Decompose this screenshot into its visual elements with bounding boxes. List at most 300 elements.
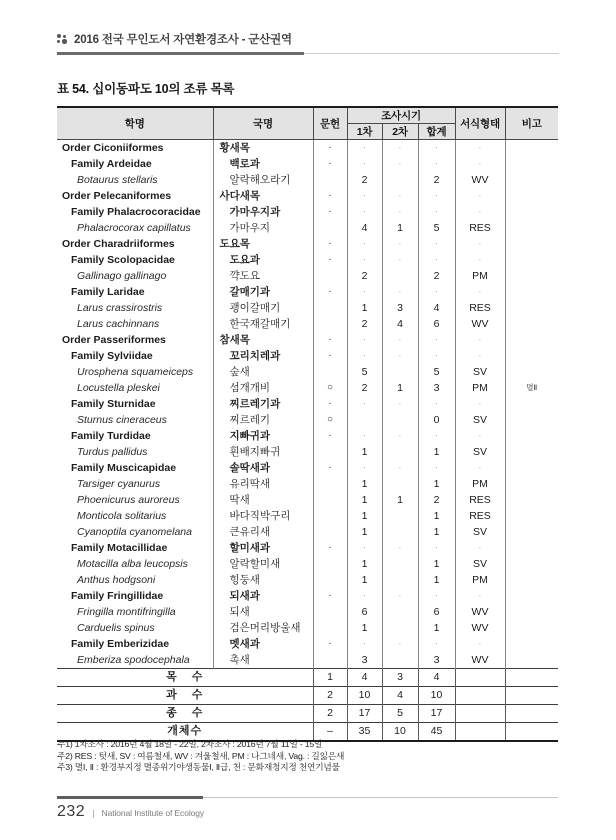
literature-cell — [313, 268, 347, 284]
remarks-cell — [505, 444, 558, 460]
family-row — [57, 156, 558, 172]
korean-name-cell: 알락해오라기 — [213, 172, 313, 188]
scientific-name-cell: Order Ciconiiformes — [57, 140, 213, 157]
remarks-cell — [505, 172, 558, 188]
species-row — [57, 604, 558, 620]
remarks-cell — [505, 460, 558, 476]
col-header-remarks: 비고 — [505, 107, 558, 140]
scientific-name-cell: Order Passeriformes — [57, 332, 213, 348]
summary-survey1-cell: 10 — [347, 687, 382, 705]
survey2-cell: · — [382, 348, 418, 364]
summary-total-cell: 4 — [418, 669, 455, 687]
summary-habitat-cell — [455, 669, 505, 687]
summary-total-cell: 45 — [418, 723, 455, 742]
remarks-cell — [505, 268, 558, 284]
total-cell: · — [418, 332, 455, 348]
survey1-cell: 2 — [347, 268, 382, 284]
survey1-cell: · — [347, 348, 382, 364]
korean-name-cell: 멧새과 — [213, 636, 313, 652]
survey2-cell: · — [382, 156, 418, 172]
survey2-cell: · — [382, 396, 418, 412]
survey2-cell — [382, 364, 418, 380]
total-cell: 2 — [418, 172, 455, 188]
habitat-cell: · — [455, 428, 505, 444]
total-cell: 1 — [418, 524, 455, 540]
korean-name-cell: 가마우지 — [213, 220, 313, 236]
survey2-cell: 1 — [382, 492, 418, 508]
scientific-name-cell: Larus crassirostris — [57, 300, 213, 316]
survey1-cell: · — [347, 428, 382, 444]
species-row — [57, 492, 558, 508]
total-cell: 1 — [418, 620, 455, 636]
survey2-cell — [382, 172, 418, 188]
scientific-name-cell: Family Ardeidae — [57, 156, 213, 172]
survey1-cell: 2 — [347, 172, 382, 188]
survey1-cell: 1 — [347, 476, 382, 492]
survey2-cell — [382, 476, 418, 492]
remarks-cell — [505, 540, 558, 556]
scientific-name-cell: Family Phalacrocoracidae — [57, 204, 213, 220]
habitat-cell: · — [455, 188, 505, 204]
korean-name-cell: 알락할미새 — [213, 556, 313, 572]
family-row — [57, 396, 558, 412]
survey2-cell — [382, 508, 418, 524]
literature-cell — [313, 524, 347, 540]
survey1-cell: · — [347, 540, 382, 556]
survey1-cell: · — [347, 460, 382, 476]
remarks-cell — [505, 508, 558, 524]
korean-name-cell: 도요과 — [213, 252, 313, 268]
survey2-cell: · — [382, 636, 418, 652]
remarks-cell — [505, 396, 558, 412]
scientific-name-cell: Anthus hodgsoni — [57, 572, 213, 588]
literature-cell: · — [313, 348, 347, 364]
scientific-name-cell: Cyanoptila cyanomelana — [57, 524, 213, 540]
remarks-cell — [505, 572, 558, 588]
remarks-cell — [505, 284, 558, 300]
survey2-cell — [382, 652, 418, 669]
scientific-name-cell: Locustella pleskei — [57, 380, 213, 396]
remarks-cell — [505, 252, 558, 268]
scientific-name-cell: Family Scolopacidae — [57, 252, 213, 268]
habitat-cell: SV — [455, 524, 505, 540]
remarks-cell — [505, 428, 558, 444]
survey1-cell: · — [347, 396, 382, 412]
total-cell: · — [418, 156, 455, 172]
summary-literature-cell: 2 — [313, 705, 347, 723]
total-cell: · — [418, 284, 455, 300]
literature-cell: · — [313, 540, 347, 556]
literature-cell: ○ — [313, 412, 347, 428]
summary-label: 개체수 — [57, 723, 313, 742]
total-cell: 1 — [418, 556, 455, 572]
scientific-name-cell: Phoenicurus auroreus — [57, 492, 213, 508]
remarks-cell — [505, 588, 558, 604]
page-footer — [57, 803, 204, 821]
survey2-cell: · — [382, 140, 418, 157]
literature-cell: · — [313, 588, 347, 604]
family-row — [57, 204, 558, 220]
survey1-cell: 1 — [347, 508, 382, 524]
total-cell: 3 — [418, 380, 455, 396]
literature-cell: · — [313, 140, 347, 157]
survey1-cell: · — [347, 284, 382, 300]
habitat-cell: WV — [455, 652, 505, 669]
survey1-cell: · — [347, 588, 382, 604]
species-row — [57, 508, 558, 524]
scientific-name-cell: Family Muscicapidae — [57, 460, 213, 476]
order-row — [57, 140, 558, 157]
family-row — [57, 588, 558, 604]
remarks-cell — [505, 140, 558, 157]
scientific-name-cell: Fringilla montifringilla — [57, 604, 213, 620]
survey1-cell: 1 — [347, 444, 382, 460]
korean-name-cell: 황새목 — [213, 140, 313, 157]
survey2-cell: 1 — [382, 380, 418, 396]
survey1-cell: · — [347, 140, 382, 157]
habitat-cell: WV — [455, 172, 505, 188]
survey1-cell: 3 — [347, 652, 382, 669]
literature-cell: · — [313, 188, 347, 204]
literature-cell — [313, 652, 347, 669]
literature-cell — [313, 604, 347, 620]
scientific-name-cell: Family Sturnidae — [57, 396, 213, 412]
survey2-cell: · — [382, 460, 418, 476]
survey1-cell: · — [347, 636, 382, 652]
summary-survey1-cell: 4 — [347, 669, 382, 687]
scientific-name-cell: Family Emberizidae — [57, 636, 213, 652]
page-number: 232 — [57, 803, 86, 820]
literature-cell: · — [313, 236, 347, 252]
survey1-cell: 1 — [347, 556, 382, 572]
remarks-cell — [505, 412, 558, 428]
summary-habitat-cell — [455, 705, 505, 723]
survey1-cell: 6 — [347, 604, 382, 620]
survey1-cell: 1 — [347, 492, 382, 508]
table-header — [57, 107, 558, 140]
species-row — [57, 524, 558, 540]
scientific-name-cell: Carduelis spinus — [57, 620, 213, 636]
literature-cell — [313, 620, 347, 636]
korean-name-cell: 도요목 — [213, 236, 313, 252]
remarks-cell — [505, 364, 558, 380]
scientific-name-cell: Tarsiger cyanurus — [57, 476, 213, 492]
scientific-name-cell: Family Turdidae — [57, 428, 213, 444]
summary-survey2-cell: 3 — [382, 669, 418, 687]
dots-logo-icon — [57, 34, 67, 44]
species-row — [57, 364, 558, 380]
total-cell: 2 — [418, 268, 455, 284]
summary-row — [57, 705, 558, 723]
korean-name-cell: 꼬리치레과 — [213, 348, 313, 364]
footnote-1: 주1) 1차조사 : 2016년 4월 18일 - 22일, 2차조사 : 2016년 7월 11일 - 15일 — [57, 739, 323, 749]
total-cell: · — [418, 252, 455, 268]
survey1-cell: · — [347, 188, 382, 204]
summary-remarks-cell — [505, 705, 558, 723]
col-header-literature: 문헌 — [313, 107, 347, 140]
literature-cell — [313, 220, 347, 236]
total-cell: 1 — [418, 572, 455, 588]
header-rule — [57, 52, 559, 55]
total-cell: 3 — [418, 652, 455, 669]
korean-name-cell: 백로과 — [213, 156, 313, 172]
habitat-cell: SV — [455, 412, 505, 428]
literature-cell: ○ — [313, 380, 347, 396]
family-row — [57, 348, 558, 364]
total-cell: · — [418, 348, 455, 364]
col-header-survey-total: 합계 — [418, 124, 455, 140]
species-row — [57, 300, 558, 316]
survey1-cell: 2 — [347, 316, 382, 332]
survey2-cell — [382, 524, 418, 540]
korean-name-cell: 갈매기과 — [213, 284, 313, 300]
survey2-cell: · — [382, 428, 418, 444]
remarks-cell — [505, 348, 558, 364]
literature-cell: · — [313, 332, 347, 348]
literature-cell — [313, 364, 347, 380]
survey1-cell: 1 — [347, 572, 382, 588]
species-row — [57, 556, 558, 572]
species-row — [57, 412, 558, 428]
remarks-cell — [505, 156, 558, 172]
col-header-habitat-type: 서식형태 — [455, 107, 505, 140]
remarks-cell: 멸Ⅱ — [526, 383, 538, 392]
literature-cell — [313, 316, 347, 332]
species-row — [57, 172, 558, 188]
total-cell: · — [418, 204, 455, 220]
survey1-cell: 1 — [347, 524, 382, 540]
total-cell: 1 — [418, 508, 455, 524]
korean-name-cell: 딱새 — [213, 492, 313, 508]
scientific-name-cell: Larus cachinnans — [57, 316, 213, 332]
species-row — [57, 652, 558, 669]
col-header-survey-period: 조사시기 — [347, 107, 455, 124]
species-row — [57, 220, 558, 236]
korean-name-cell: 되새 — [213, 604, 313, 620]
survey2-cell: · — [382, 588, 418, 604]
survey2-cell: · — [382, 284, 418, 300]
survey2-cell — [382, 604, 418, 620]
col-header-korean-name: 국명 — [213, 107, 313, 140]
habitat-cell: · — [455, 156, 505, 172]
survey2-cell — [382, 412, 418, 428]
korean-name-cell: 찌르레기과 — [213, 396, 313, 412]
habitat-cell: · — [455, 236, 505, 252]
habitat-cell: PM — [455, 380, 505, 396]
habitat-cell: RES — [455, 492, 505, 508]
habitat-cell: PM — [455, 476, 505, 492]
remarks-cell — [505, 620, 558, 636]
family-row — [57, 252, 558, 268]
remarks-cell — [505, 604, 558, 620]
korean-name-cell: 솔딱새과 — [213, 460, 313, 476]
table-body — [57, 140, 558, 742]
survey2-cell: 1 — [382, 220, 418, 236]
summary-survey2-cell: 10 — [382, 723, 418, 742]
total-cell: · — [418, 588, 455, 604]
literature-cell — [313, 508, 347, 524]
literature-cell: · — [313, 284, 347, 300]
order-row — [57, 236, 558, 252]
scientific-name-cell: Sturnus cineraceus — [57, 412, 213, 428]
col-header-survey-2: 2차 — [382, 124, 418, 140]
footer-separator: | — [92, 808, 95, 818]
summary-label: 과 수 — [57, 687, 313, 705]
family-row — [57, 540, 558, 556]
summary-survey2-cell: 5 — [382, 705, 418, 723]
scientific-name-cell: Family Motacillidae — [57, 540, 213, 556]
summary-literature-cell: 1 — [313, 669, 347, 687]
survey1-cell: 4 — [347, 220, 382, 236]
survey2-cell: · — [382, 252, 418, 268]
footnotes — [57, 739, 559, 774]
total-cell: 4 — [418, 300, 455, 316]
remarks-cell — [505, 332, 558, 348]
survey2-cell — [382, 620, 418, 636]
korean-name-cell: 유리딱새 — [213, 476, 313, 492]
habitat-cell: WV — [455, 316, 505, 332]
habitat-cell: SV — [455, 364, 505, 380]
running-head — [57, 31, 559, 55]
scientific-name-cell: Family Laridae — [57, 284, 213, 300]
survey1-cell: · — [347, 204, 382, 220]
literature-cell: · — [313, 156, 347, 172]
survey1-cell: · — [347, 332, 382, 348]
summary-row — [57, 669, 558, 687]
summary-row — [57, 687, 558, 705]
remarks-cell — [505, 476, 558, 492]
species-row — [57, 268, 558, 284]
species-row — [57, 316, 558, 332]
scientific-name-cell: Urosphena squameiceps — [57, 364, 213, 380]
survey1-cell: 1 — [347, 620, 382, 636]
order-row — [57, 332, 558, 348]
survey2-cell: · — [382, 204, 418, 220]
habitat-cell: RES — [455, 508, 505, 524]
literature-cell: · — [313, 204, 347, 220]
habitat-cell: PM — [455, 268, 505, 284]
korean-name-cell: 할미새과 — [213, 540, 313, 556]
col-header-scientific-name: 학명 — [57, 107, 213, 140]
literature-cell — [313, 476, 347, 492]
summary-habitat-cell — [455, 687, 505, 705]
literature-cell — [313, 572, 347, 588]
running-head-title: 2016 전국 무인도서 자연환경조사 - 군산권역 — [74, 34, 292, 46]
survey1-cell — [347, 412, 382, 428]
habitat-cell: · — [455, 140, 505, 157]
korean-name-cell: 가마우지과 — [213, 204, 313, 220]
summary-literature-cell: 2 — [313, 687, 347, 705]
habitat-cell: · — [455, 460, 505, 476]
footnote-3: 주3) 멸Ⅰ, Ⅱ : 환경부지정 멸종위기야생동물Ⅰ, Ⅱ급, 천 : 문화재청지정 천연기념물 — [57, 762, 340, 772]
summary-literature-cell: – — [313, 723, 347, 742]
total-cell: · — [418, 236, 455, 252]
species-row — [57, 380, 558, 396]
species-row — [57, 444, 558, 460]
habitat-cell: WV — [455, 620, 505, 636]
korean-name-cell: 큰유리새 — [213, 524, 313, 540]
habitat-cell: WV — [455, 604, 505, 620]
korean-name-cell: 사다새목 — [213, 188, 313, 204]
footnote-2: 주2) RES : 텃새, SV : 여름철새, WV : 겨울철새, PM : 나그네새, Vag. : 길잃은새 — [57, 750, 345, 761]
total-cell: 6 — [418, 604, 455, 620]
family-row — [57, 284, 558, 300]
total-cell: 1 — [418, 444, 455, 460]
korean-name-cell: 되새과 — [213, 588, 313, 604]
col-header-survey-1: 1차 — [347, 124, 382, 140]
total-cell: · — [418, 636, 455, 652]
order-row — [57, 188, 558, 204]
scientific-name-cell: Gallinago gallinago — [57, 268, 213, 284]
survey2-cell: · — [382, 540, 418, 556]
survey1-cell: 2 — [347, 380, 382, 396]
scientific-name-cell: Order Charadriiformes — [57, 236, 213, 252]
scientific-name-cell: Monticola solitarius — [57, 508, 213, 524]
korean-name-cell: 힝둥새 — [213, 572, 313, 588]
habitat-cell: · — [455, 204, 505, 220]
habitat-cell: RES — [455, 220, 505, 236]
literature-cell: · — [313, 636, 347, 652]
remarks-cell — [505, 300, 558, 316]
remarks-cell — [505, 524, 558, 540]
family-row — [57, 460, 558, 476]
summary-total-cell: 17 — [418, 705, 455, 723]
scientific-name-cell: Motacilla alba leucopsis — [57, 556, 213, 572]
literature-cell: · — [313, 428, 347, 444]
literature-cell — [313, 492, 347, 508]
scientific-name-cell: Phalacrocorax capillatus — [57, 220, 213, 236]
total-cell: 1 — [418, 476, 455, 492]
literature-cell — [313, 172, 347, 188]
survey1-cell: · — [347, 236, 382, 252]
literature-cell: · — [313, 396, 347, 412]
table-caption: 표 54. 십이동파도 10의 조류 목록 — [57, 82, 235, 96]
korean-name-cell: 지빠귀과 — [213, 428, 313, 444]
remarks-cell — [505, 236, 558, 252]
korean-name-cell: 한국재갈매기 — [213, 316, 313, 332]
literature-cell: · — [313, 252, 347, 268]
survey2-cell — [382, 444, 418, 460]
scientific-name-cell: Botaurus stellaris — [57, 172, 213, 188]
korean-name-cell: 참새목 — [213, 332, 313, 348]
survey1-cell: · — [347, 156, 382, 172]
literature-cell — [313, 444, 347, 460]
korean-name-cell: 숲새 — [213, 364, 313, 380]
habitat-cell: RES — [455, 300, 505, 316]
summary-remarks-cell — [505, 687, 558, 705]
korean-name-cell: 섬개개비 — [213, 380, 313, 396]
total-cell: · — [418, 428, 455, 444]
summary-label: 종 수 — [57, 705, 313, 723]
korean-name-cell: 검은머리방울새 — [213, 620, 313, 636]
korean-name-cell: 바다직박구리 — [213, 508, 313, 524]
total-cell: 0 — [418, 412, 455, 428]
survey2-cell — [382, 268, 418, 284]
survey2-cell — [382, 572, 418, 588]
remarks-cell — [505, 556, 558, 572]
summary-total-cell: 10 — [418, 687, 455, 705]
summary-label: 목 수 — [57, 669, 313, 687]
family-row — [57, 636, 558, 652]
habitat-cell: · — [455, 636, 505, 652]
footer-organization: National Institute of Ecology — [101, 808, 205, 818]
remarks-cell — [505, 652, 558, 669]
literature-cell — [313, 300, 347, 316]
species-row — [57, 572, 558, 588]
scientific-name-cell: Order Pelecaniformes — [57, 188, 213, 204]
species-row — [57, 620, 558, 636]
literature-cell: · — [313, 460, 347, 476]
